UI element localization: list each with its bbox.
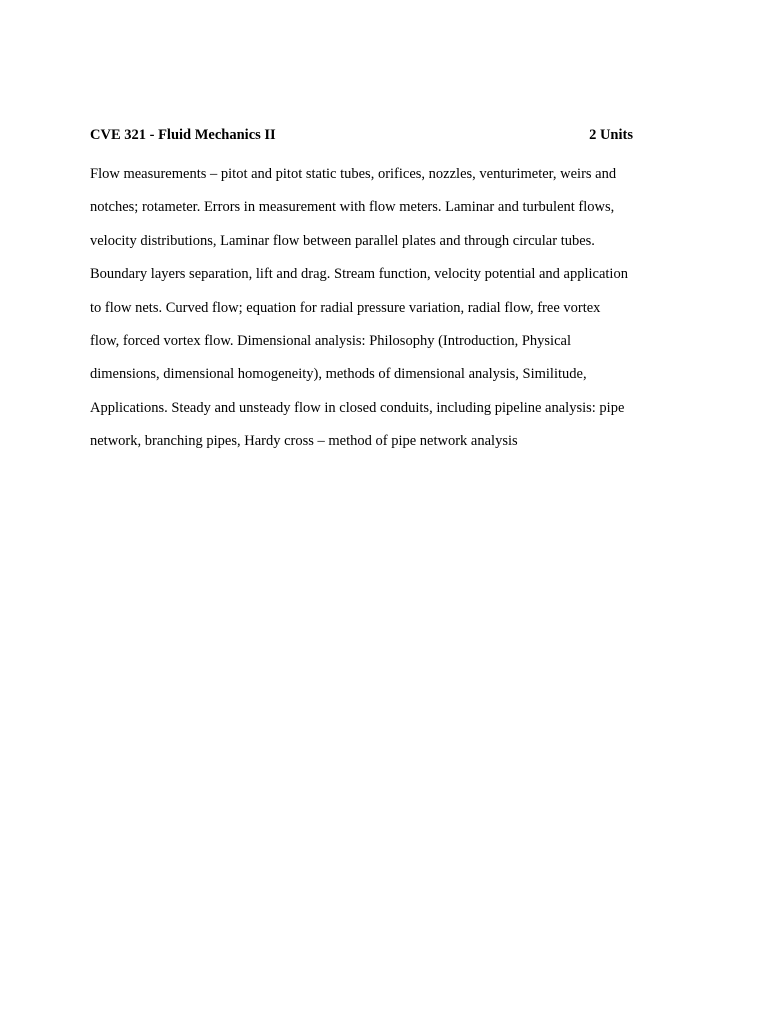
description-line: Applications. Steady and unsteady flow in closed conduits, including pipeline analysis: pipe (90, 399, 625, 416)
description-line: to flow nets. Curved flow; equation for radial pressure variation, radial flow, free vortex (90, 299, 601, 316)
course-heading (90, 125, 635, 145)
description-line: flow, forced vortex flow. Dimensional analysis: Philosophy (Introduction, Physical (90, 332, 571, 349)
course-description (90, 158, 690, 459)
description-line: Flow measurements – pitot and pitot static tubes, orifices, nozzles, venturimeter, weirs and (90, 166, 617, 182)
description-line: notches; rotameter. Errors in measurement with flow meters. Laminar and turbulent flows, (90, 199, 615, 216)
description-line: Boundary layers separation, lift and drag. Stream function, velocity potential and application (90, 266, 628, 283)
course-title: CVE 321 - Fluid Mechanics II (90, 127, 276, 143)
description-line: network, branching pipes, Hardy cross – method of pipe network analysis (90, 433, 518, 450)
description-line: velocity distributions, Laminar flow between parallel plates and through circular tubes. (90, 232, 595, 249)
description-line: dimensions, dimensional homogeneity), methods of dimensional analysis, Similitude, (90, 366, 587, 383)
course-units: 2 Units (589, 127, 633, 143)
